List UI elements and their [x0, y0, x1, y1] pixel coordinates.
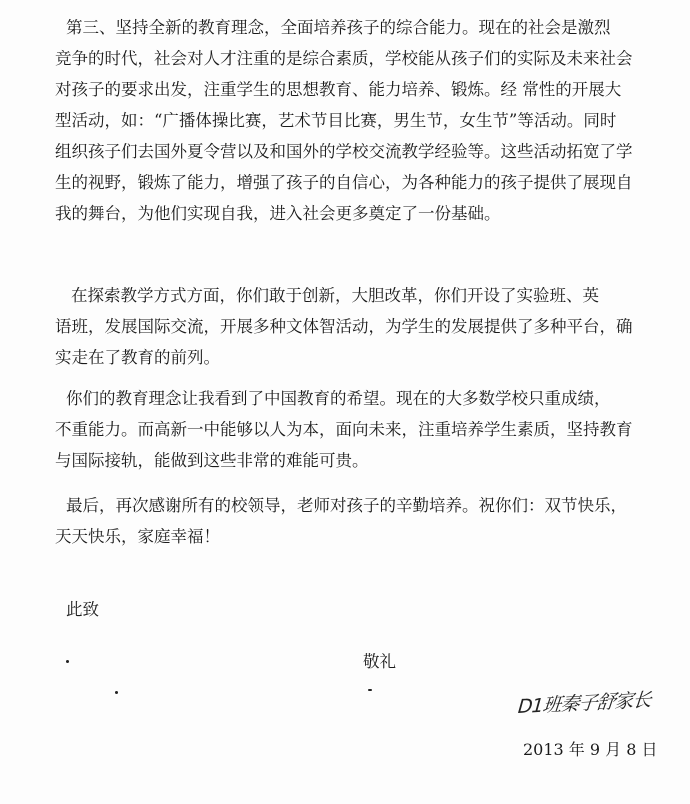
paragraph-hope — [55, 383, 675, 476]
paragraph-teaching-methods — [55, 280, 675, 373]
paragraph-education-philosophy — [55, 12, 675, 229]
paragraph-thanks — [55, 490, 675, 552]
text-line: 在探索教学方式方面，你们敢于创新，大胆改革，你们开设了实验班、英 — [71, 286, 599, 305]
closing-salutation: 此致 — [66, 600, 99, 619]
text-line: 与国际接轨，能做到这些非常的难能可贵。 — [55, 451, 369, 470]
text-line: 型活动，如：“广播体操比赛，艺术节目比赛，男生节，女生节”等活动。同时 — [55, 111, 617, 130]
text-line: 最后，再次感谢所有的校领导，老师对孩子的辛勤培养。祝你们：双节快乐， — [66, 496, 627, 515]
regards: 敬礼 — [363, 652, 396, 671]
text-line: 生的视野，锻炼了能力，增强了孩子的自信心，为各种能力的孩子提供了展现自 — [55, 173, 633, 192]
text-line: 竞争的时代，社会对人才注重的是综合素质，学校能从孩子们的实际及未来社会 — [55, 49, 633, 68]
scan-speck — [66, 660, 69, 663]
text-line: 第三、坚持全新的教育理念，全面培养孩子的综合能力。现在的社会是激烈 — [66, 18, 611, 37]
letter-date: 2013 年 9 月 8 日 — [523, 740, 658, 759]
text-line: 你们的教育理念让我看到了中国教育的希望。现在的大多数学校只重成绩， — [66, 389, 611, 408]
text-line: 对孩子的要求出发，注重学生的思想教育、能力培养、锻炼。经 常性的开展大 — [55, 80, 622, 99]
text-line: 语班，发展国际交流，开展多种文体智活动，为学生的发展提供了多种平台，确 — [55, 317, 633, 336]
scan-speck — [368, 689, 372, 691]
text-line: 组织孩子们去国外夏令营以及和国外的学校交流教学经验等。这些活动拓宽了学 — [55, 142, 633, 161]
text-line: 实走在了教育的前列。 — [55, 348, 220, 367]
text-line: 天天快乐，家庭幸福！ — [55, 527, 220, 546]
scan-speck — [115, 691, 118, 694]
handwritten-signature: D1班秦子舒家长 — [517, 688, 652, 719]
text-line: 不重能力。而高新一中能够以人为本，面向未来，注重培养学生素质，坚持教育 — [55, 420, 633, 439]
text-line: 我的舞台，为他们实现自我，进入社会更多奠定了一份基础。 — [55, 204, 501, 223]
